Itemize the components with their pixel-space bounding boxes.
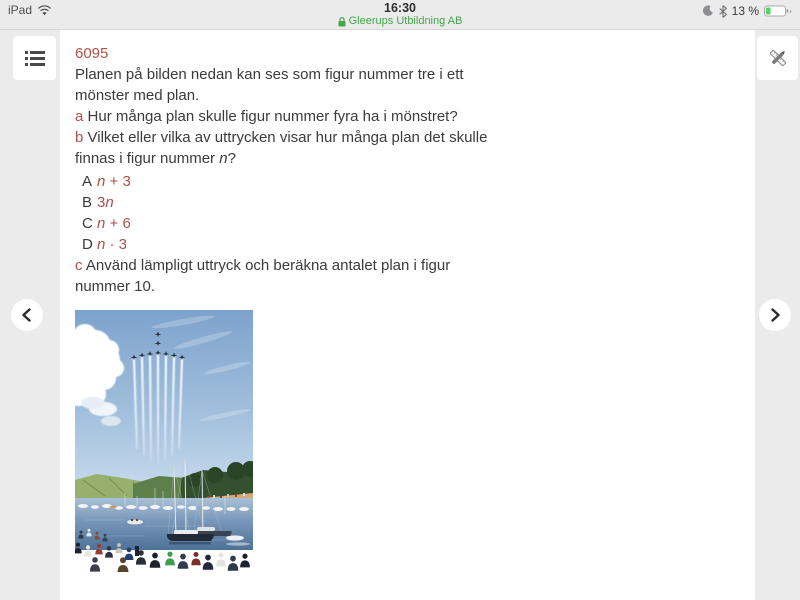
intro-line: Planen på bilden nedan kan ses som figur nummer tre i ett xyxy=(75,66,464,83)
option-letter: C xyxy=(82,215,93,232)
status-bar xyxy=(0,0,800,30)
pencil-ruler-icon xyxy=(766,46,790,70)
chevron-left-icon xyxy=(20,308,34,322)
option-row xyxy=(75,213,735,234)
option-letter: A xyxy=(82,173,93,190)
intro-line: mönster med plan. xyxy=(75,87,200,104)
part-b xyxy=(75,127,735,148)
battery-percent: 13 % xyxy=(731,4,759,18)
secure-site-label: Gleerups Utbildning AB xyxy=(0,15,800,28)
option-row xyxy=(75,192,735,213)
water xyxy=(75,498,253,550)
previous-page-button[interactable] xyxy=(11,299,43,331)
bluetooth-icon xyxy=(719,5,727,18)
clock: 16:30 xyxy=(384,1,416,15)
answer-options xyxy=(75,171,735,255)
option-letter: D xyxy=(82,236,93,253)
part-b-label: b xyxy=(75,129,84,146)
part-b-line2: finnas i figur nummer n? xyxy=(75,150,236,167)
option-letter: B xyxy=(82,194,93,211)
do-not-disturb-moon-icon xyxy=(702,5,714,17)
book-page xyxy=(60,30,755,600)
list-icon xyxy=(25,50,45,67)
formation-photo xyxy=(75,310,253,572)
part-a-label: a xyxy=(75,108,84,125)
next-page-button[interactable] xyxy=(759,299,791,331)
part-c-line2: nummer 10. xyxy=(75,278,156,295)
option-row xyxy=(75,234,735,255)
option-expression: n · 3 xyxy=(97,236,128,253)
option-expression: 3n xyxy=(97,194,114,211)
part-c xyxy=(75,255,735,276)
part-b-text: Vilket eller vilka av uttrycken visar hur många plan det skulle xyxy=(87,129,488,146)
chevron-right-icon xyxy=(768,308,782,322)
part-c-text: Använd lämpligt uttryck och beräkna antalet plan i figur xyxy=(85,257,451,274)
part-c-label: c xyxy=(75,257,83,274)
part-a xyxy=(75,106,735,127)
part-a-text: Hur många plan skulle figur nummer fyra ha i mönstret? xyxy=(87,108,458,125)
option-expression: n + 3 xyxy=(97,173,131,190)
problem-number: 6095 xyxy=(75,45,109,62)
contents-button[interactable] xyxy=(13,36,56,80)
option-row xyxy=(75,171,735,192)
tools-button[interactable] xyxy=(757,36,798,80)
battery-charging-icon xyxy=(764,5,792,17)
padlock-icon xyxy=(338,17,346,27)
option-expression: n + 6 xyxy=(97,215,131,232)
device-label: iPad xyxy=(8,3,33,17)
